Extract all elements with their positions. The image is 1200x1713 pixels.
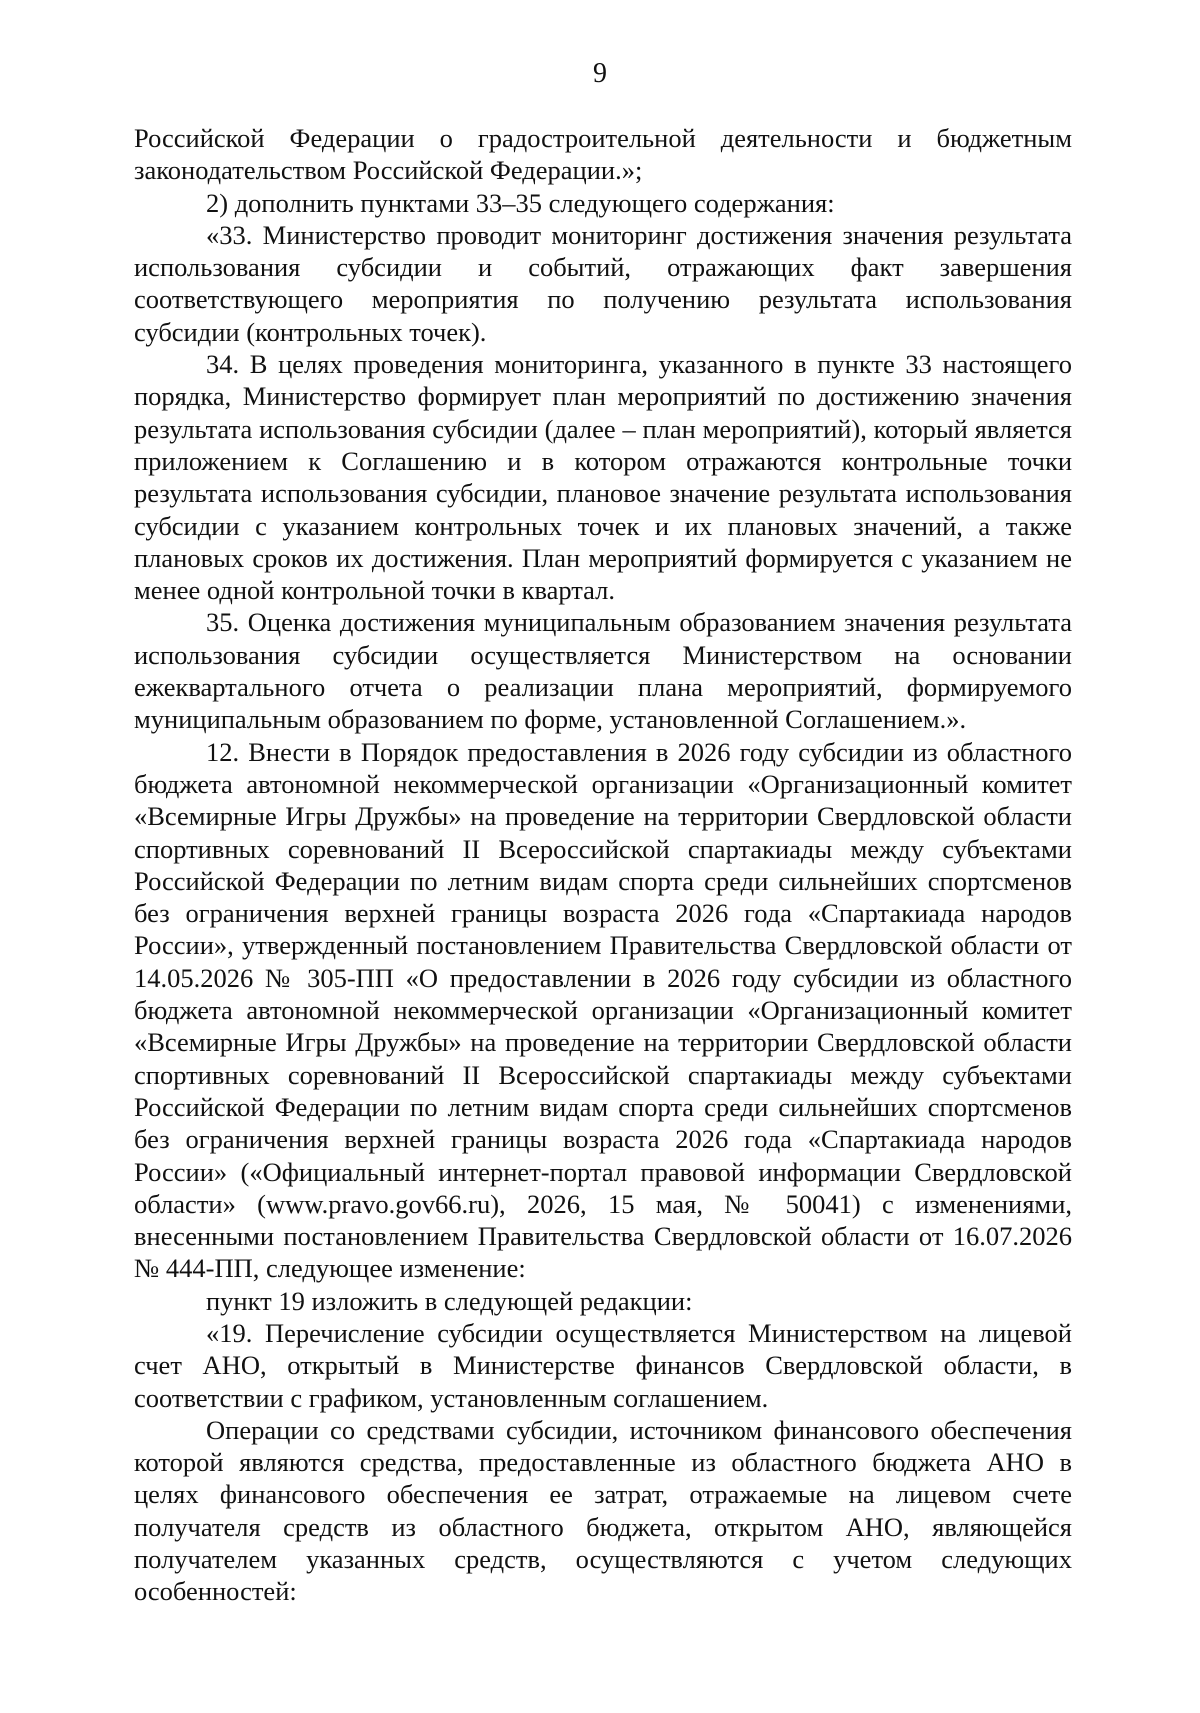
paragraph-item-12: 12. Внести в Порядок предоставления в 2026 году субсидии из областного бюджета автономной некоммерческой организации «Организационный комитет «Всемирные Игры Дружбы» на проведение на территории Свердловской области спортивных соревнований II Всероссийской спартакиады между субъектами Российской Федерации по летним видам спорта среди сильнейших спортсменов без ограничения верхней границы возраста 2026 года «Спартакиада народов России», утвержденный постановлением Правительства Свердловской области от 14.05.2026 № 305-ПП «О предоставлении в 2026 году субсидии из областного бюджета автономной некоммерческой организации «Организационный комитет «Всемирные Игры Дружбы» на проведение на территории Свердловской области спортивных соревнований II Всероссийской спартакиады между субъектами Российской Федерации по летним видам спорта среди сильнейших спортсменов без ограничения верхней границы возраста 2026 года «Спартакиада народов России» («Официальный интернет-портал правовой информации Свердловской области» (www.pravo.gov66.ru), 2026, 15 мая, № 50041) с изменениями, внесенными постановлением Правительства Свердловской области от 16.07.2026 № 444-ПП, следующее изменение: xyxy=(134,736,1072,1284)
page-number: 9 xyxy=(593,58,607,89)
paragraph-point-35: 35. Оценка достижения муниципальным образованием значения результата использования субсидии осуществляется Министерством на основании ежеквартального отчета о реализации плана мероприятий, формируемого муниципальным образованием по форме, установленной Соглашением.». xyxy=(134,607,1072,735)
paragraph-continuation: Российской Федерации о градостроительной деятельности и бюджетным законодательством Российской Федерации.»; xyxy=(134,123,1072,186)
document-body xyxy=(134,122,1072,1608)
paragraph-item-2: 2) дополнить пунктами 33–35 следующего содержания: xyxy=(206,187,835,218)
paragraph-point-33: «33. Министерство проводит мониторинг достижения значения результата использования субсидии и событий, отражающих факт завершения соответствующего мероприятия по получению результата использования субсидии (контрольных точек). xyxy=(134,219,1072,347)
paragraph-operations: Операции со средствами субсидии, источником финансового обеспечения которой являются средства, предоставленные из областного бюджета АНО в целях финансового обеспечения ее затрат, отражаемые на лицевом счете получателя средств из областного бюджета, открытом АНО, являющейся получателем указанных средств, осуществляются с учетом следующих особенностей: xyxy=(134,1414,1072,1607)
paragraph-point-19-instruction: пункт 19 изложить в следующей редакции: xyxy=(206,1285,693,1316)
paragraph-point-19: «19. Перечисление субсидии осуществляется Министерством на лицевой счет АНО, открытый в Министерстве финансов Свердловской области, в соответствии с графиком, установленным соглашением. xyxy=(134,1317,1072,1413)
paragraph-point-34: 34. В целях проведения мониторинга, указанного в пункте 33 настоящего порядка, Министерство формирует план мероприятий по достижению значения результата использования субсидии (далее – план мероприятий), который является приложением к Соглашению и в котором отражаются контрольные точки результата использования субсидии, плановое значение результата использования субсидии с указанием контрольных точек и их плановых значений, а также плановых сроков их достижения. План мероприятий формируется с указанием не менее одной контрольной точки в квартал. xyxy=(134,349,1072,606)
